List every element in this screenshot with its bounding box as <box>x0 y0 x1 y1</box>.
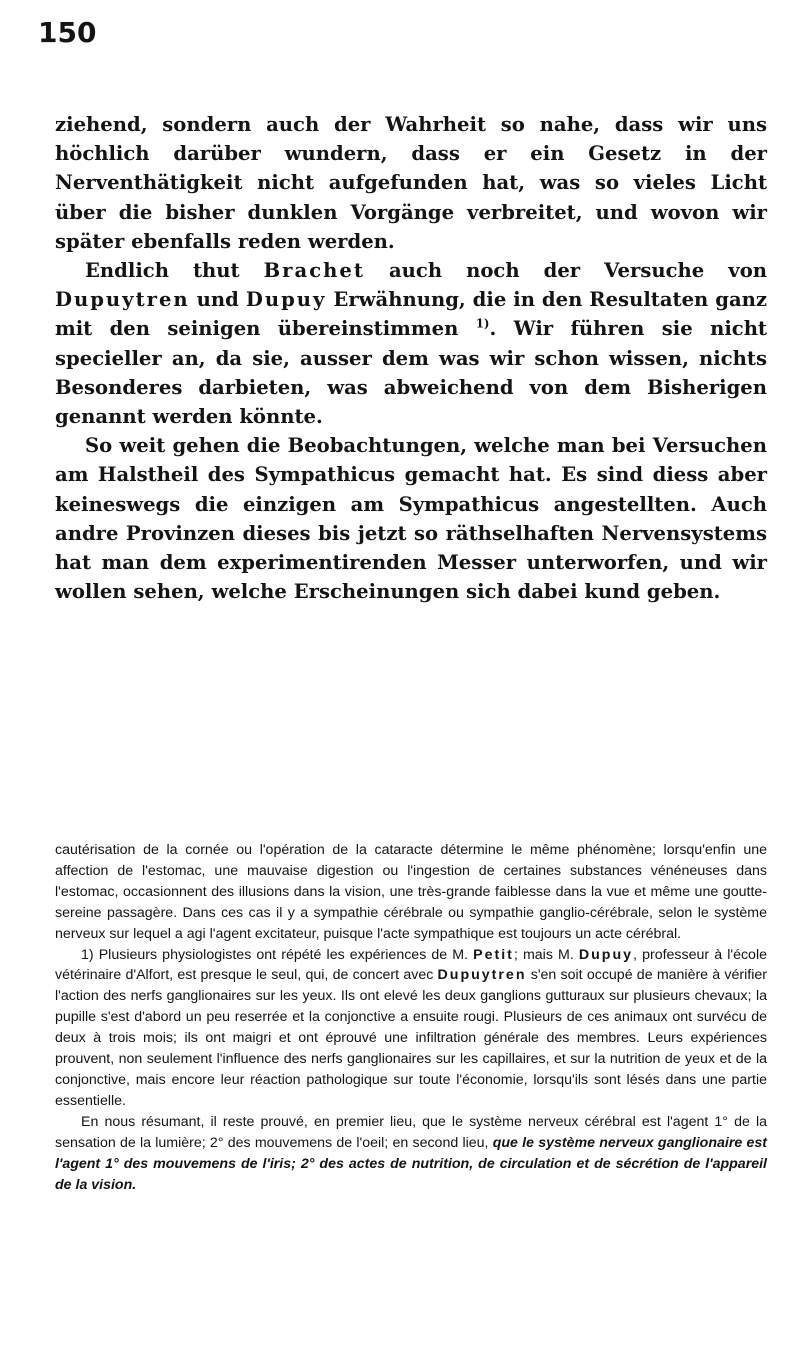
paragraph-2-text-d: Erwähnung, die in den Resultaten ganz mit den seinigen übereinstimmen <box>55 288 768 341</box>
footnote-1-text-d: s'en soit occupé de manière à vérifier l'action des nerfs ganglionaires sur les yeux. Ils ont elevé les deux ganglions gutturaux sur plusieurs chevaux; la pupille s'est d'abord un peu reserrée et la conjonctive a ensuite rougi. Plusieurs de ces animaux ont survécu de deux à trois mois; ils ont maigri et ont éprouvé une infiltration générale des membres. Leurs expériences prouvent, non seulement l'influence des nerfs ganglionaires sur les capillaires, et sur la nutrition de yeux et de la conjonctive, mais encore leur réaction pathologique sur toute l'économie, lorsqu'ils sont lésés dans une partie essentielle. <box>55 967 767 1109</box>
page-number: 150 <box>38 16 97 49</box>
author-name-dupuy: Dupuy <box>245 288 327 312</box>
author-name-brachet: Brachet <box>263 259 365 283</box>
author-name-dupuytren: Dupuytren <box>55 288 190 312</box>
paragraph-3: So weit gehen die Beobachtungen, welche man bei Versuchen am Halstheil des Sympathicus gemacht hat. Es sind diess aber keineswegs die einzigen am Sympathicus angestellten. Auch andre Provinzen dieses bis jetzt so räthselhaften Nervensystems hat man dem experimentirenden Messer unterworfen, und wir wollen sehen, welche Erscheinungen sich dabei kund geben. <box>55 434 767 604</box>
footnote-1-text-c: , professeur à l'école vétérinaire d'Alfort, est presque le seul, qui, de concert avec <box>55 946 767 984</box>
footnote-1-text-b: ; mais M. <box>513 946 574 963</box>
footnote-summary-text: En nous résumant, il reste prouvé, en premier lieu, que le système nerveux cérébral est l'agent 1° de la sensation de la lumière; 2° des mouvemens de l'oeil; en second lieu, <box>55 1113 767 1151</box>
footnotes <box>55 840 767 1195</box>
paragraph-2-text-a: Endlich thut <box>85 259 240 283</box>
author-name-dupuy-note: Dupuy <box>578 946 634 963</box>
paragraph-2 <box>55 256 767 431</box>
footnote-1-text-a: 1) Plusieurs physiologistes ont répété les expériences de M. <box>81 946 469 963</box>
footnote-reference: 1) <box>475 316 490 331</box>
author-name-dupuytren-note: Dupuytren <box>437 967 527 984</box>
footnote-summary-italic: que le système nerveux ganglionaire est l'agent 1° des mouvemens de l'iris; 2° des actes de nutrition, de circulation et de sécrétion de l'appareil de la vision. <box>55 1134 767 1193</box>
footnote-summary <box>55 1112 767 1196</box>
paragraph-2-text-e: . Wir führen sie nicht specieller an, da sie, ausser dem was wir schon wissen, nichts Besonderes darbieten, was abweichend von dem Bisherigen genannt werden könnte. <box>55 317 767 429</box>
paragraph-1: ziehend, sondern auch der Wahrheit so nahe, dass wir uns höchlich darüber wundern, dass er ein Gesetz in der Nerventhätigkeit nicht aufgefunden hat, was so vieles Licht über die bisher dunklen Vorgänge verbreitet, und wovon wir später ebenfalls reden werden. <box>55 113 767 253</box>
paragraph-2-text-b: auch noch der Versuche von <box>388 259 768 283</box>
author-name-petit: Petit <box>473 946 514 963</box>
footnote-1 <box>55 945 767 1112</box>
footnote-continuation: cautérisation de la cornée ou l'opération de la cataracte détermine le même phénomène; lorsqu'enfin une affection de l'estomac, une mauvaise digestion ou l'ingestion de certaines substances vénéneuses dans l'estomac, occasionnent des illusions dans la vision, une très-grande faiblesse dans la vue et même une goutte-sereine passagère. Dans ces cas il y a sympathie cérébrale ou sympathie ganglio-cérébrale, selon le système nerveux sur lequel a agi l'agent excitateur, puisque l'acte sympathique est toujours un acte cérébral. <box>55 842 767 942</box>
main-text <box>55 110 767 606</box>
paragraph-2-text-c: und <box>196 288 239 312</box>
